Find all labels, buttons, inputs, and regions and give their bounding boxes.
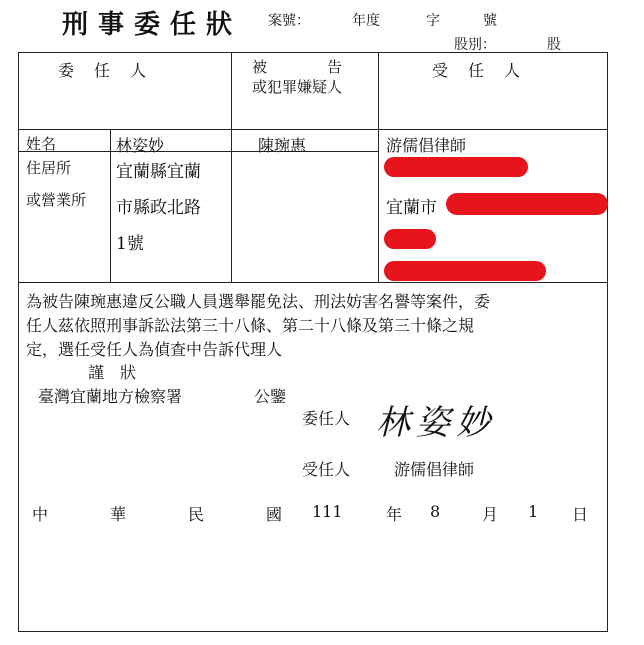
principal-address-line1: 宜蘭縣宜蘭: [116, 162, 201, 182]
date-month-label: 月: [482, 505, 499, 524]
principal-name: 林姿妙: [116, 136, 165, 155]
date-char-min: 民: [188, 505, 205, 524]
row-label-address-1: 住居所: [26, 159, 72, 177]
principal-address-line2: 市縣政北路: [116, 198, 201, 218]
table-col-divider: [231, 52, 232, 282]
table-col-divider: [110, 129, 111, 282]
header-defendant-line1: 被 告: [252, 58, 343, 76]
prosecutor-office: 臺灣宜蘭地方檢察署: [38, 387, 183, 406]
date-char-zhong: 中: [32, 505, 49, 524]
division-suffix: 股: [547, 37, 561, 53]
agent-address-partial: 宜蘭市: [386, 198, 437, 218]
date-year-label: 年: [386, 505, 403, 524]
header-agent: 受 任 人: [432, 61, 523, 80]
date-year: 111: [312, 502, 343, 521]
header-defendant-line2: 或犯罪嫌疑人: [252, 78, 343, 96]
header-principal: 委 任 人: [58, 61, 149, 80]
principal-signature-label: 委任人: [302, 409, 351, 428]
redaction-mark: [384, 229, 436, 249]
division-label: 股別：: [454, 37, 496, 53]
case-year-label: 年度: [352, 13, 380, 29]
table-col-divider: [378, 52, 379, 282]
table-row-divider: [18, 129, 608, 130]
principal-handwritten-signature: 林姿妙: [376, 403, 496, 443]
table-row-divider: [18, 151, 378, 152]
date-day: 1: [528, 502, 539, 521]
agent-signature-name: 游儒倡律師: [394, 460, 475, 479]
body-line-1: 為被告陳琬惠違反公職人員選舉罷免法、刑法妨害名譽等案件，委: [26, 292, 491, 311]
redaction-mark: [384, 261, 546, 281]
office-regards: 公鑒: [254, 387, 287, 406]
redaction-mark: [384, 157, 528, 177]
document-title: 刑事委任狀: [62, 10, 243, 40]
date-char-hua: 華: [110, 505, 127, 524]
case-number-suffix: 號: [483, 13, 497, 29]
row-label-address-2: 或營業所: [26, 191, 87, 209]
row-label-name: 姓名: [26, 135, 57, 153]
respect-closing: 謹 狀: [88, 363, 137, 382]
table-bottom-divider: [18, 282, 608, 283]
principal-address-line3: 1號: [116, 234, 144, 254]
agent-signature-label: 受任人: [302, 460, 351, 479]
agent-name: 游儒倡律師: [386, 136, 467, 155]
date-day-label: 日: [572, 505, 589, 524]
case-number-label: 案號：: [268, 13, 310, 29]
defendant-name: 陳琬惠: [258, 136, 307, 155]
case-char-label: 字: [426, 13, 440, 29]
body-line-2: 任人茲依照刑事訴訟法第三十八條、第二十八條及第三十條之規: [26, 316, 475, 335]
redaction-mark: [446, 193, 608, 215]
date-char-guo: 國: [266, 505, 283, 524]
date-month: 8: [430, 502, 441, 521]
body-line-3: 定，選任受任人為偵查中告訴代理人: [26, 340, 283, 359]
